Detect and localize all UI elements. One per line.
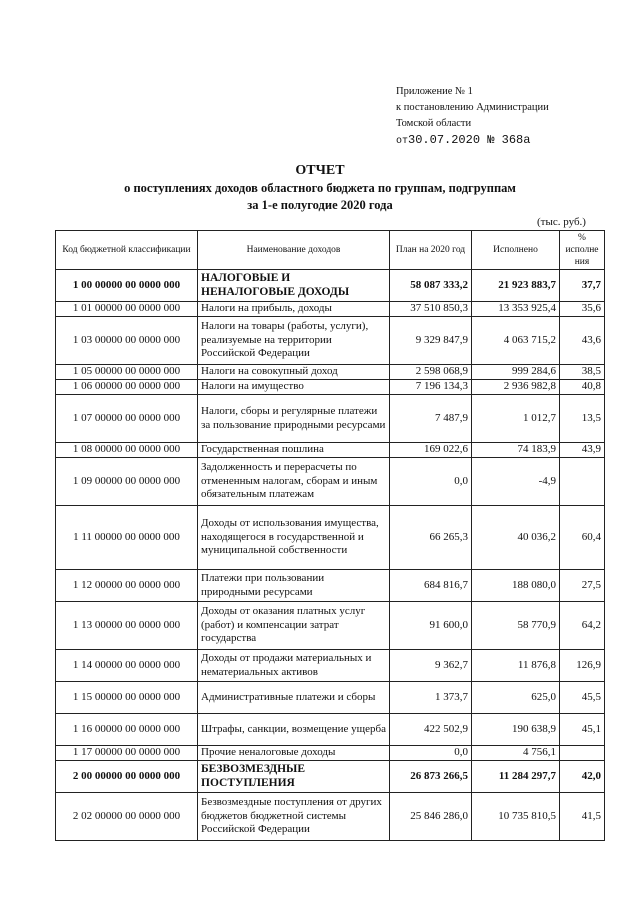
row-code: 1 06 00000 00 0000 000 [56, 380, 198, 395]
row-percent: 43,9 [560, 443, 605, 458]
row-done: 4 063 715,2 [472, 317, 560, 365]
row-code: 2 00 00000 00 0000 000 [56, 761, 198, 793]
row-name: БЕЗВОЗМЕЗДНЫЕ ПОСТУПЛЕНИЯ [198, 761, 390, 793]
row-done: 13 353 925,4 [472, 302, 560, 317]
row-code: 1 13 00000 00 0000 000 [56, 602, 198, 650]
row-plan: 25 846 286,0 [390, 793, 472, 841]
header-plan: План на 2020 год [390, 231, 472, 270]
row-done: 625,0 [472, 682, 560, 714]
row-percent: 60,4 [560, 506, 605, 570]
appendix-line-1: Приложение № 1 [396, 86, 473, 97]
date-value: 30.07.2020 № 368а [408, 133, 531, 147]
row-done: 40 036,2 [472, 506, 560, 570]
table-row [56, 793, 605, 841]
row-plan: 0,0 [390, 458, 472, 506]
row-name: Налоги, сборы и регулярные платежи за пользование природными ресурсами [198, 395, 390, 443]
row-plan: 7 487,9 [390, 395, 472, 443]
row-percent: 126,9 [560, 650, 605, 682]
row-done: 2 936 982,8 [472, 380, 560, 395]
table-row [56, 443, 605, 458]
row-code: 1 14 00000 00 0000 000 [56, 650, 198, 682]
report-title: ОТЧЕТ [295, 163, 345, 178]
row-percent: 45,1 [560, 714, 605, 746]
row-name: Платежи при пользовании природными ресурсами [198, 570, 390, 602]
row-plan: 1 373,7 [390, 682, 472, 714]
row-plan: 684 816,7 [390, 570, 472, 602]
table-row [56, 506, 605, 570]
row-name: Задолженность и перерасчеты по отмененным налогам, сборам и иным обязательным платежам [198, 458, 390, 506]
row-name: Безвозмездные поступления от других бюджетов бюджетной системы Российской Федерации [198, 793, 390, 841]
row-done: 11 876,8 [472, 650, 560, 682]
date-prefix: от [396, 136, 409, 147]
row-code: 1 15 00000 00 0000 000 [56, 682, 198, 714]
row-code: 1 09 00000 00 0000 000 [56, 458, 198, 506]
row-code: 1 12 00000 00 0000 000 [56, 570, 198, 602]
row-name: НАЛОГОВЫЕ И НЕНАЛОГОВЫЕ ДОХОДЫ [198, 270, 390, 302]
row-name: Налоги на имущество [198, 380, 390, 395]
unit-label: (тыс. руб.) [537, 216, 586, 228]
table-row [56, 746, 605, 761]
table-row [56, 365, 605, 380]
header-name: Наименование доходов [198, 231, 390, 270]
row-code: 1 03 00000 00 0000 000 [56, 317, 198, 365]
row-percent: 27,5 [560, 570, 605, 602]
row-plan: 9 329 847,9 [390, 317, 472, 365]
row-code: 1 00 00000 00 0000 000 [56, 270, 198, 302]
row-plan: 2 598 068,9 [390, 365, 472, 380]
row-percent: 37,7 [560, 270, 605, 302]
row-plan: 66 265,3 [390, 506, 472, 570]
table-header-row [56, 231, 605, 270]
appendix-block [396, 84, 549, 150]
table-row [56, 682, 605, 714]
row-code: 1 08 00000 00 0000 000 [56, 443, 198, 458]
row-done: 10 735 810,5 [472, 793, 560, 841]
revenue-table [55, 230, 605, 841]
row-done: 21 923 883,7 [472, 270, 560, 302]
appendix-date [396, 132, 549, 150]
row-done: 11 284 297,7 [472, 761, 560, 793]
row-percent: 42,0 [560, 761, 605, 793]
row-name: Доходы от оказания платных услуг (работ) и компенсации затрат государства [198, 602, 390, 650]
row-done: 74 183,9 [472, 443, 560, 458]
table-row [56, 650, 605, 682]
row-percent [560, 458, 605, 506]
row-percent [560, 746, 605, 761]
row-name: Прочие неналоговые доходы [198, 746, 390, 761]
row-code: 1 01 00000 00 0000 000 [56, 302, 198, 317]
appendix-line-3: Томской области [396, 118, 472, 129]
table-row [56, 302, 605, 317]
table-row [56, 270, 605, 302]
table-row [56, 317, 605, 365]
row-plan: 26 873 266,5 [390, 761, 472, 793]
row-name: Административные платежи и сборы [198, 682, 390, 714]
table-row [56, 602, 605, 650]
row-plan: 37 510 850,3 [390, 302, 472, 317]
row-plan: 169 022,6 [390, 443, 472, 458]
row-name: Налоги на совокупный доход [198, 365, 390, 380]
row-plan: 0,0 [390, 746, 472, 761]
report-period: за 1-е полугодие 2020 года [247, 198, 393, 212]
header-percent: % исполне ния [560, 231, 605, 270]
table-row [56, 395, 605, 443]
row-name: Государственная пошлина [198, 443, 390, 458]
row-done: 1 012,7 [472, 395, 560, 443]
row-name: Доходы от использования имущества, находящегося в государственной и муниципальной собственности [198, 506, 390, 570]
table-row [56, 458, 605, 506]
row-code: 1 05 00000 00 0000 000 [56, 365, 198, 380]
row-name: Налоги на прибыль, доходы [198, 302, 390, 317]
row-plan: 422 502,9 [390, 714, 472, 746]
table-body [56, 270, 605, 841]
row-done: 190 638,9 [472, 714, 560, 746]
row-done: 999 284,6 [472, 365, 560, 380]
appendix-line-2: к постановлению Администрации [396, 102, 549, 113]
row-code: 1 16 00000 00 0000 000 [56, 714, 198, 746]
table-row [56, 380, 605, 395]
table-row [56, 761, 605, 793]
report-subtitle: о поступлениях доходов областного бюджета по группам, подгруппам [124, 181, 516, 195]
row-plan: 9 362,7 [390, 650, 472, 682]
row-code: 2 02 00000 00 0000 000 [56, 793, 198, 841]
row-done: 58 770,9 [472, 602, 560, 650]
header-done: Исполнено [472, 231, 560, 270]
row-percent: 35,6 [560, 302, 605, 317]
row-code: 1 11 00000 00 0000 000 [56, 506, 198, 570]
row-name: Налоги на товары (работы, услуги), реализуемые на территории Российской Федерации [198, 317, 390, 365]
row-percent: 38,5 [560, 365, 605, 380]
row-percent: 64,2 [560, 602, 605, 650]
row-percent: 41,5 [560, 793, 605, 841]
row-done: 4 756,1 [472, 746, 560, 761]
row-done: 188 080,0 [472, 570, 560, 602]
row-percent: 45,5 [560, 682, 605, 714]
row-plan: 91 600,0 [390, 602, 472, 650]
row-percent: 40,8 [560, 380, 605, 395]
row-plan: 7 196 134,3 [390, 380, 472, 395]
row-name: Штрафы, санкции, возмещение ущерба [198, 714, 390, 746]
row-percent: 43,6 [560, 317, 605, 365]
header-code: Код бюджетной классификации [56, 231, 198, 270]
table-row [56, 570, 605, 602]
table-row [56, 714, 605, 746]
row-code: 1 07 00000 00 0000 000 [56, 395, 198, 443]
row-code: 1 17 00000 00 0000 000 [56, 746, 198, 761]
row-percent: 13,5 [560, 395, 605, 443]
row-name: Доходы от продажи материальных и нематериальных активов [198, 650, 390, 682]
row-done: -4,9 [472, 458, 560, 506]
row-plan: 58 087 333,2 [390, 270, 472, 302]
